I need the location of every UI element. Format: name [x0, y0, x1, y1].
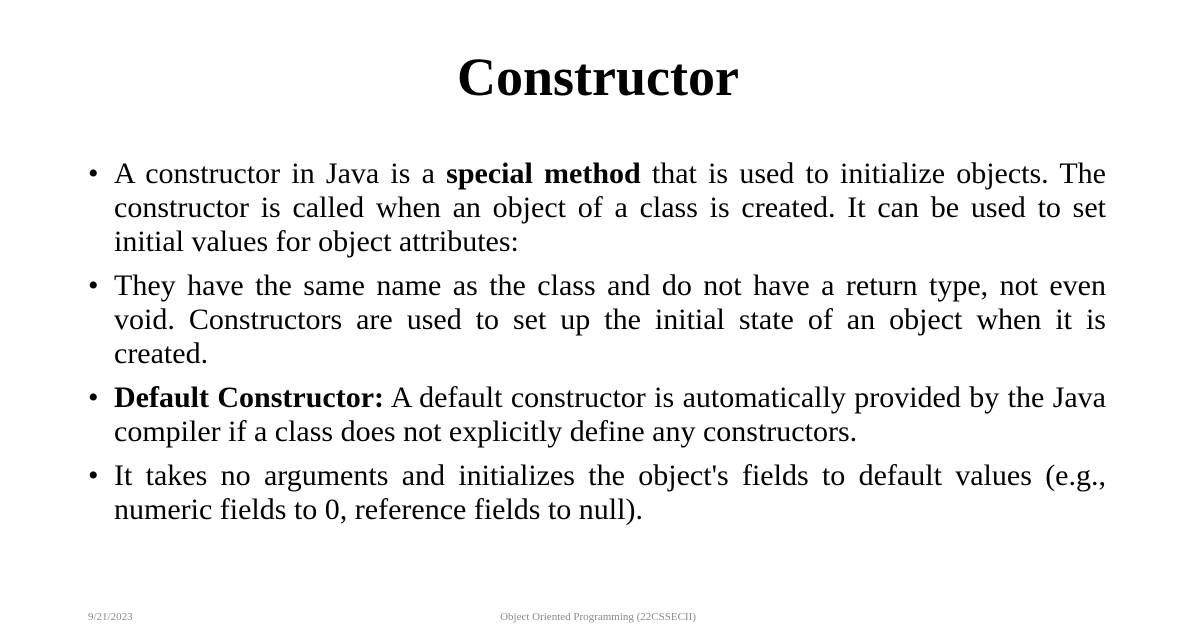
bullet-text: A default constructor is automatically provided by the Java compiler if a class does not explicitly define any constructors. — [114, 381, 1106, 448]
bullet-item — [88, 269, 1106, 371]
bullet-text: They have the same name as the class and do not have a return type, not even void. Constructors are used to set up the initial state of an object when it is created. — [114, 269, 1106, 370]
footer-course: Object Oriented Programming (22CSSECII) — [500, 611, 696, 623]
bullet-glyph: • — [88, 459, 99, 492]
bullet-lead-term: Default Constructor: — [114, 381, 384, 414]
bullet-item — [88, 157, 1106, 259]
bullet-glyph: • — [88, 269, 99, 302]
bullet-list — [88, 157, 1106, 537]
bullet-glyph: • — [88, 381, 99, 414]
bullet-text: A constructor in Java is a — [114, 157, 447, 190]
bullet-item — [88, 381, 1106, 449]
bullet-text-continued: that is used to initialize objects. The constructor is called when an object of a class is created. It can be used to set initial values for object attributes: — [114, 157, 1106, 258]
bullet-item — [88, 459, 1106, 527]
bullet-emphasis: special method — [446, 157, 641, 190]
bullet-text: It takes no arguments and initializes the object's fields to default values (e.g., numeric fields to 0, reference fields to null). — [114, 459, 1106, 526]
bullet-glyph: • — [88, 157, 99, 190]
slide-title: Constructor — [457, 47, 739, 107]
footer-date: 9/21/2023 — [88, 611, 133, 623]
